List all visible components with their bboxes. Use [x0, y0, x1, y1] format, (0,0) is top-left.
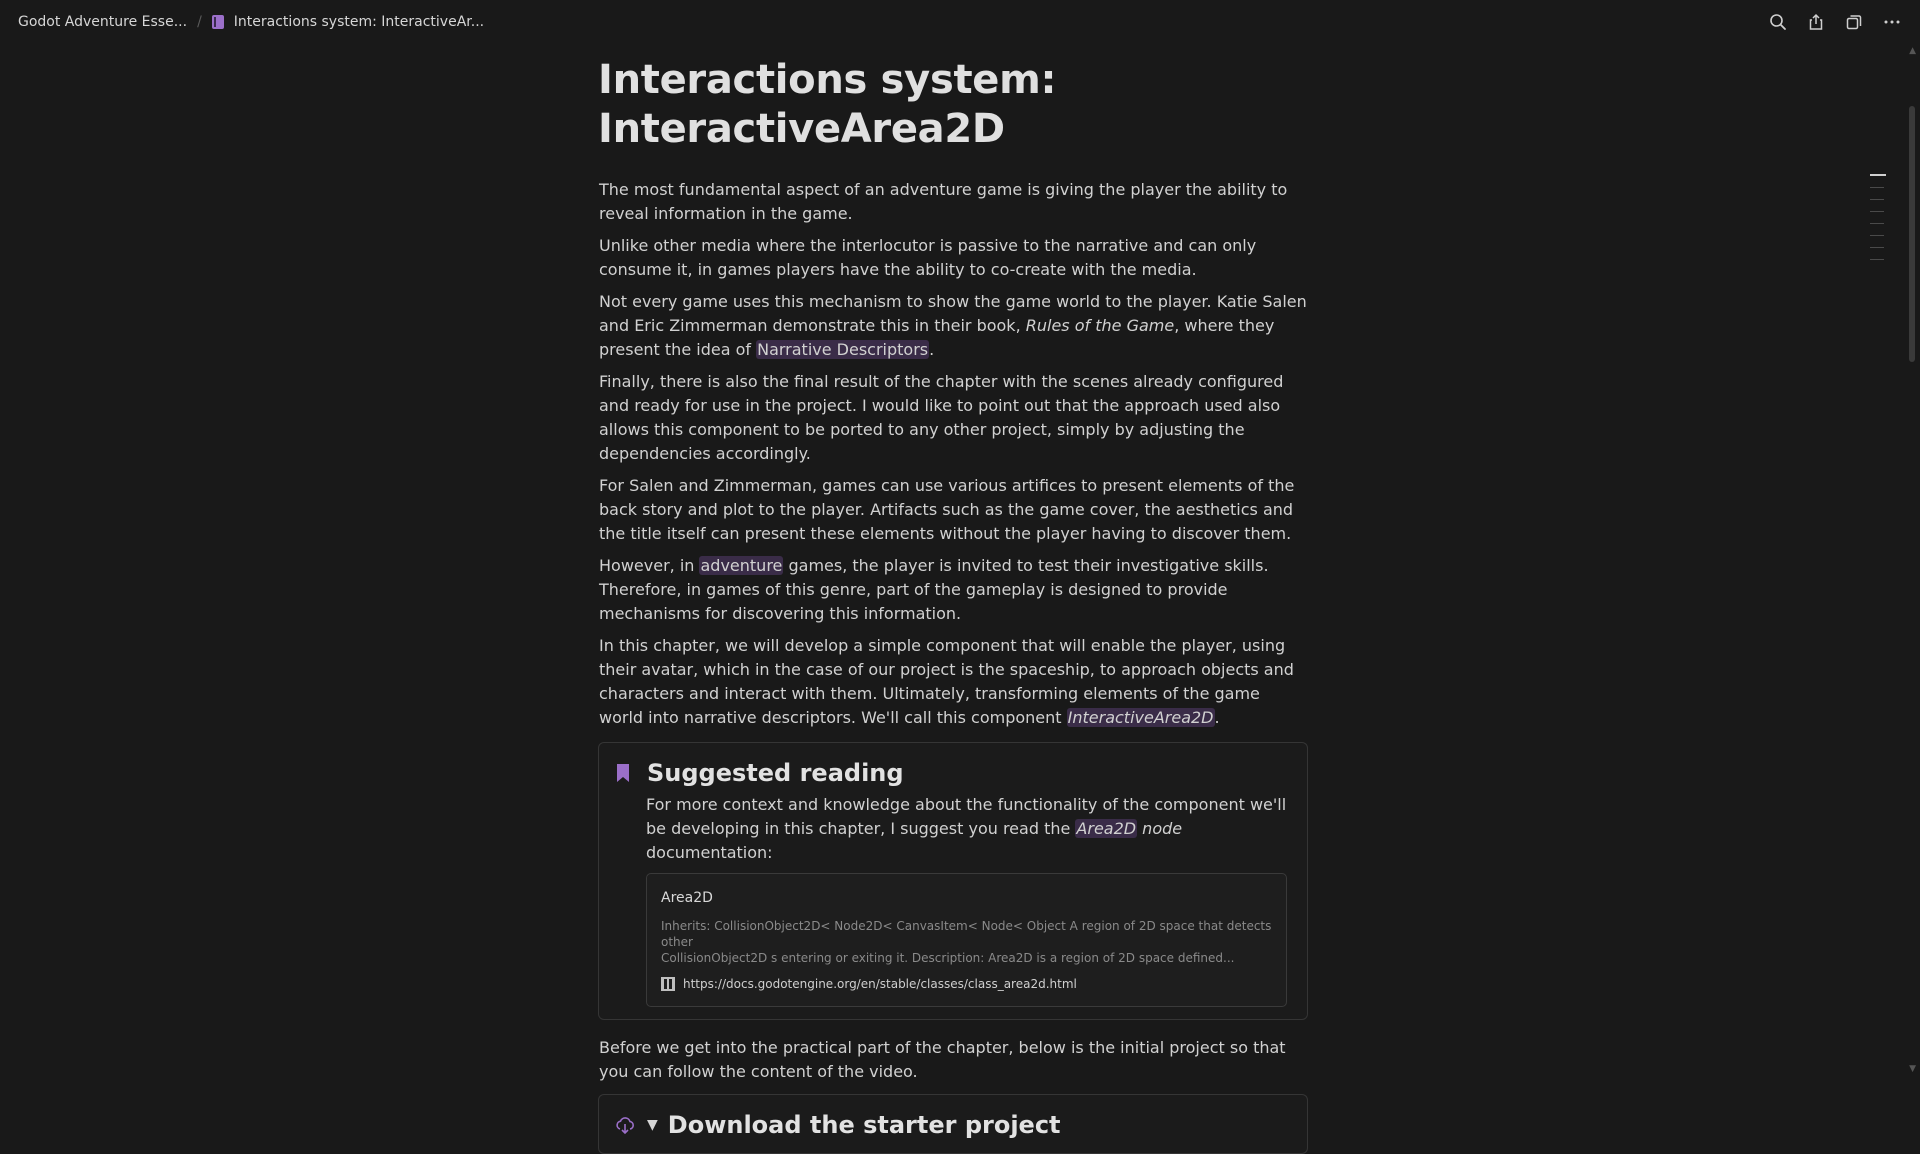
table-of-contents-minimap[interactable]	[1870, 174, 1886, 271]
callout-text[interactable]	[646, 793, 1287, 865]
godot-docs-favicon-icon	[661, 977, 675, 991]
paragraph[interactable]: Finally, there is also the final result of the chapter with the scenes already configured and ready for use in the project. I would like to point out that the approach used also allows this component to be ported to any other project, simply by adjusting the dependencies accordingly.	[599, 372, 1284, 463]
page-title-line1: Interactions system:	[598, 57, 1057, 103]
bookmark-description-line2: CollisionObject2D s entering or exiting it. Description: Area2D is a region of 2D space defined...	[661, 951, 1235, 965]
top-bar	[0, 0, 1920, 44]
callout-header	[615, 1111, 1287, 1139]
paragraph[interactable]	[598, 290, 1308, 362]
text: node	[1137, 819, 1183, 838]
duplicate-icon[interactable]	[1842, 10, 1866, 34]
page-content	[598, 56, 1308, 1154]
paragraph[interactable]	[598, 554, 1308, 626]
paragraph[interactable]: The most fundamental aspect of an adventure game is giving the player the ability to reveal information in the game.	[599, 180, 1288, 223]
text: For more context and knowledge about the functionality of the component we'll be developing in this chapter, I suggest you read the	[646, 795, 1287, 838]
toc-item[interactable]	[1870, 174, 1886, 176]
toggle-arrow-icon[interactable]: ▼	[647, 1117, 658, 1133]
paragraph[interactable]: Before we get into the practical part of the chapter, below is the initial project so that you can follow the content of the video.	[599, 1038, 1286, 1081]
text: .	[929, 340, 935, 359]
bookmark-description	[661, 918, 1272, 966]
more-icon[interactable]	[1880, 10, 1904, 34]
bookmark-icon[interactable]	[617, 764, 629, 782]
area2d-link[interactable]: Area2D	[1076, 819, 1137, 838]
text: , where they present the idea of	[599, 316, 1275, 359]
bookmark-title: Area2D	[661, 890, 713, 906]
interactivearea2d-link[interactable]: InteractiveArea2D	[1067, 708, 1214, 727]
paragraph[interactable]: For Salen and Zimmerman, games can use various artifices to present elements of the back story and plot to the player. Artifacts such as the game cover, the aesthetics and the title itself can present these elements without the player having to discover them.	[599, 476, 1295, 543]
text: In this chapter, we will develop a simple component that will enable the player, using their avatar, which in the case of our project is the spaceship, to approach objects and characters and interact with them. Ultimately, transforming elements of the game world into narrative descriptors. We'll call this component	[599, 636, 1294, 727]
text: Not every game uses this mechanism to show the game world to the player. Katie Salen and Eric Zimmerman demonstrate this in their book,	[599, 292, 1307, 335]
breadcrumb-workspace[interactable]: Godot Adventure Esse...	[18, 14, 188, 30]
narrative-descriptors-link[interactable]: Narrative Descriptors	[757, 340, 929, 359]
toc-item[interactable]	[1870, 235, 1884, 236]
bookmark-url[interactable]: https://docs.godotengine.org/en/stable/classes/class_area2d.html	[683, 977, 1077, 991]
paragraph[interactable]	[598, 634, 1308, 730]
book-title: Rules of the Game	[1025, 316, 1175, 335]
page-icon	[212, 15, 224, 29]
cloud-download-icon[interactable]	[615, 1115, 635, 1135]
search-icon[interactable]	[1766, 10, 1790, 34]
toc-item[interactable]	[1870, 211, 1884, 212]
scroll-down-arrow[interactable]: ▼	[1909, 1064, 1916, 1074]
callout-title: Suggested reading	[647, 759, 904, 787]
web-bookmark-card[interactable]	[646, 873, 1287, 1007]
text: However, in	[599, 556, 700, 575]
callout-title[interactable]: Download the starter project	[667, 1111, 1061, 1139]
bookmark-description-line1: Inherits: CollisionObject2D< Node2D< CanvasItem< Node< Object A region of 2D space that detects other	[661, 919, 1272, 949]
callout-header	[615, 759, 1287, 787]
toc-item[interactable]	[1870, 259, 1884, 260]
top-actions	[1766, 10, 1904, 34]
text: games, the player is invited to test their investigative skills. Therefore, in games of this genre, part of the gameplay is designed to provide mechanisms for discovering this information.	[599, 556, 1269, 623]
toc-item[interactable]	[1870, 187, 1884, 188]
paragraph[interactable]: Unlike other media where the interlocutor is passive to the narrative and can only consume it, in games players have the ability to co-create with the media.	[599, 236, 1257, 279]
scrollbar-thumb[interactable]	[1909, 106, 1915, 362]
scroll-up-arrow[interactable]: ▲	[1909, 46, 1916, 56]
share-icon[interactable]	[1804, 10, 1828, 34]
toc-item[interactable]	[1870, 199, 1884, 200]
toc-item[interactable]	[1870, 223, 1884, 224]
adventure-link[interactable]: adventure	[700, 556, 783, 575]
suggested-reading-callout[interactable]	[598, 742, 1308, 1020]
download-starter-callout[interactable]	[598, 1094, 1308, 1154]
page-title[interactable]	[598, 56, 1308, 154]
text: documentation:	[646, 843, 773, 862]
breadcrumb-page[interactable]: Interactions system: InteractiveAr...	[233, 14, 485, 30]
toc-item[interactable]	[1870, 247, 1884, 248]
breadcrumb-separator: /	[197, 14, 202, 30]
page-title-line2: InteractiveArea2D	[598, 106, 1005, 152]
scrollbar[interactable]	[1908, 50, 1916, 1070]
callout-body	[615, 793, 1287, 1007]
bookmark-url-row	[661, 972, 1272, 996]
text: .	[1214, 708, 1220, 727]
